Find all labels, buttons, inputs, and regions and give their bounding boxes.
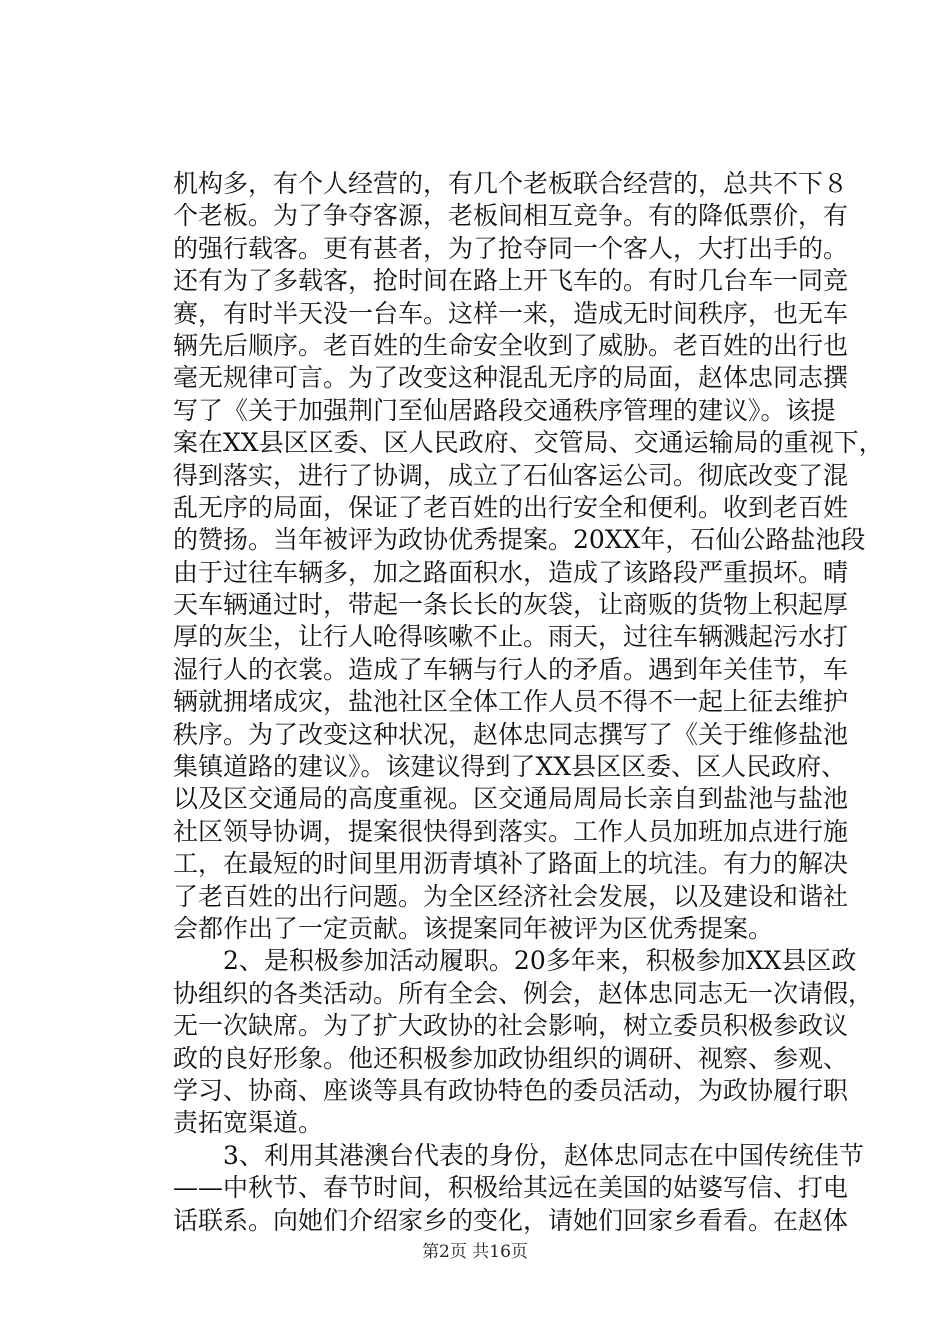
body-line: 湿行人的衣裳。造成了车辆与行人的矛盾。遇到年关佳节，车 <box>173 654 849 684</box>
body-line: 得到落实，进行了协调，成立了石仙客运公司。彻底改变了混 <box>173 460 849 490</box>
body-line: 由于过往车辆多，加之路面积水，造成了该路段严重损坏。晴 <box>173 557 849 587</box>
body-line: 工，在最短的时间里用沥青填补了路面上的坑洼。有力的解决 <box>173 849 849 879</box>
body-line: 话联系。向她们介绍家乡的变化，请她们回家乡看看。在赵体 <box>173 1205 849 1235</box>
page-number-footer: 第2页 共16页 <box>422 1242 528 1262</box>
paragraph-start-line: 2、是积极参加活动履职。20多年来，积极参加XX县区政 <box>223 946 857 976</box>
paragraph-end-line: 会都作出了一定贡献。该提案同年被评为区优秀提案。 <box>173 913 774 943</box>
paragraph-end-line: 责拓宽渠道。 <box>173 1108 324 1138</box>
body-line: 乱无序的局面，保证了老百姓的出行安全和便利。收到老百姓 <box>173 492 849 522</box>
body-line: 秩序。为了改变这种状况，赵体忠同志撰写了《关于维修盐池 <box>173 719 849 749</box>
body-line: 写了《关于加强荆门至仙居路段交通秩序管理的建议》。该提 <box>173 395 836 425</box>
body-line: 的赞扬。当年被评为政协优秀提案。20XX年，石仙公路盐池段 <box>173 525 866 555</box>
body-line: 无一次缺席。为了扩大政协的社会影响，树立委员积极参政议 <box>173 1011 849 1041</box>
body-line: 辆就拥堵成灾，盐池社区全体工作人员不得不一起上征去维护 <box>173 687 849 717</box>
body-line: 辆先后顺序。老百姓的生命安全收到了威胁。老百姓的出行也 <box>173 330 849 360</box>
body-line: 集镇道路的建议》。该建议得到了XX县区区委、区人民政府、 <box>173 752 847 782</box>
document-body <box>173 168 884 1237</box>
body-line: 以及区交通局的高度重视。区交通局周局长亲自到盐池与盐池 <box>173 784 849 814</box>
body-line: 赛，有时半天没一台车。这样一来，造成无时间秩序，也无车 <box>173 298 849 328</box>
body-line: 学习、协商、座谈等具有政协特色的委员活动，为政协履行职 <box>173 1075 849 1105</box>
body-line: 还有为了多载客，抢时间在路上开飞车的。有时几台车一同竞 <box>173 266 849 296</box>
body-line: 协组织的各类活动。所有全会、例会，赵体忠同志无一次请假， <box>173 978 874 1008</box>
body-line: 了老百姓的出行问题。为全区经济社会发展，以及建设和谐社 <box>173 881 849 911</box>
body-line: 政的良好形象。他还积极参加政协组织的调研、视察、参观、 <box>173 1043 849 1073</box>
body-line: 的强行载客。更有甚者，为了抢夺同一个客人，大打出手的。 <box>173 233 849 263</box>
body-line: 机构多，有个人经营的，有几个老板联合经营的，总共不下８ <box>173 169 849 198</box>
body-line: 个老板。为了争夺客源，老板间相互竞争。有的降低票价，有 <box>173 201 849 231</box>
paragraph-start-line: 3、利用其港澳台代表的身份，赵体忠同志在中国传统佳节 <box>223 1140 864 1170</box>
body-line: 天车辆通过时，带起一条长长的灰袋，让商贩的货物上积起厚 <box>173 590 849 620</box>
body-line: 毫无规律可言。为了改变这种混乱无序的局面，赵体忠同志撰 <box>173 363 849 393</box>
body-line: 案在XX县区区委、区人民政府、交管局、交通运输局的重视下， <box>173 428 884 458</box>
body-line: 社区领导协调，提案很快得到落实。工作人员加班加点进行施 <box>173 816 849 846</box>
body-line: 厚的灰尘，让行人呛得咳嗽不止。雨天，过往车辆溅起污水打 <box>173 622 849 652</box>
body-line: ——中秋节、春节时间，积极给其远在美国的姑婆写信、打电 <box>173 1173 849 1203</box>
